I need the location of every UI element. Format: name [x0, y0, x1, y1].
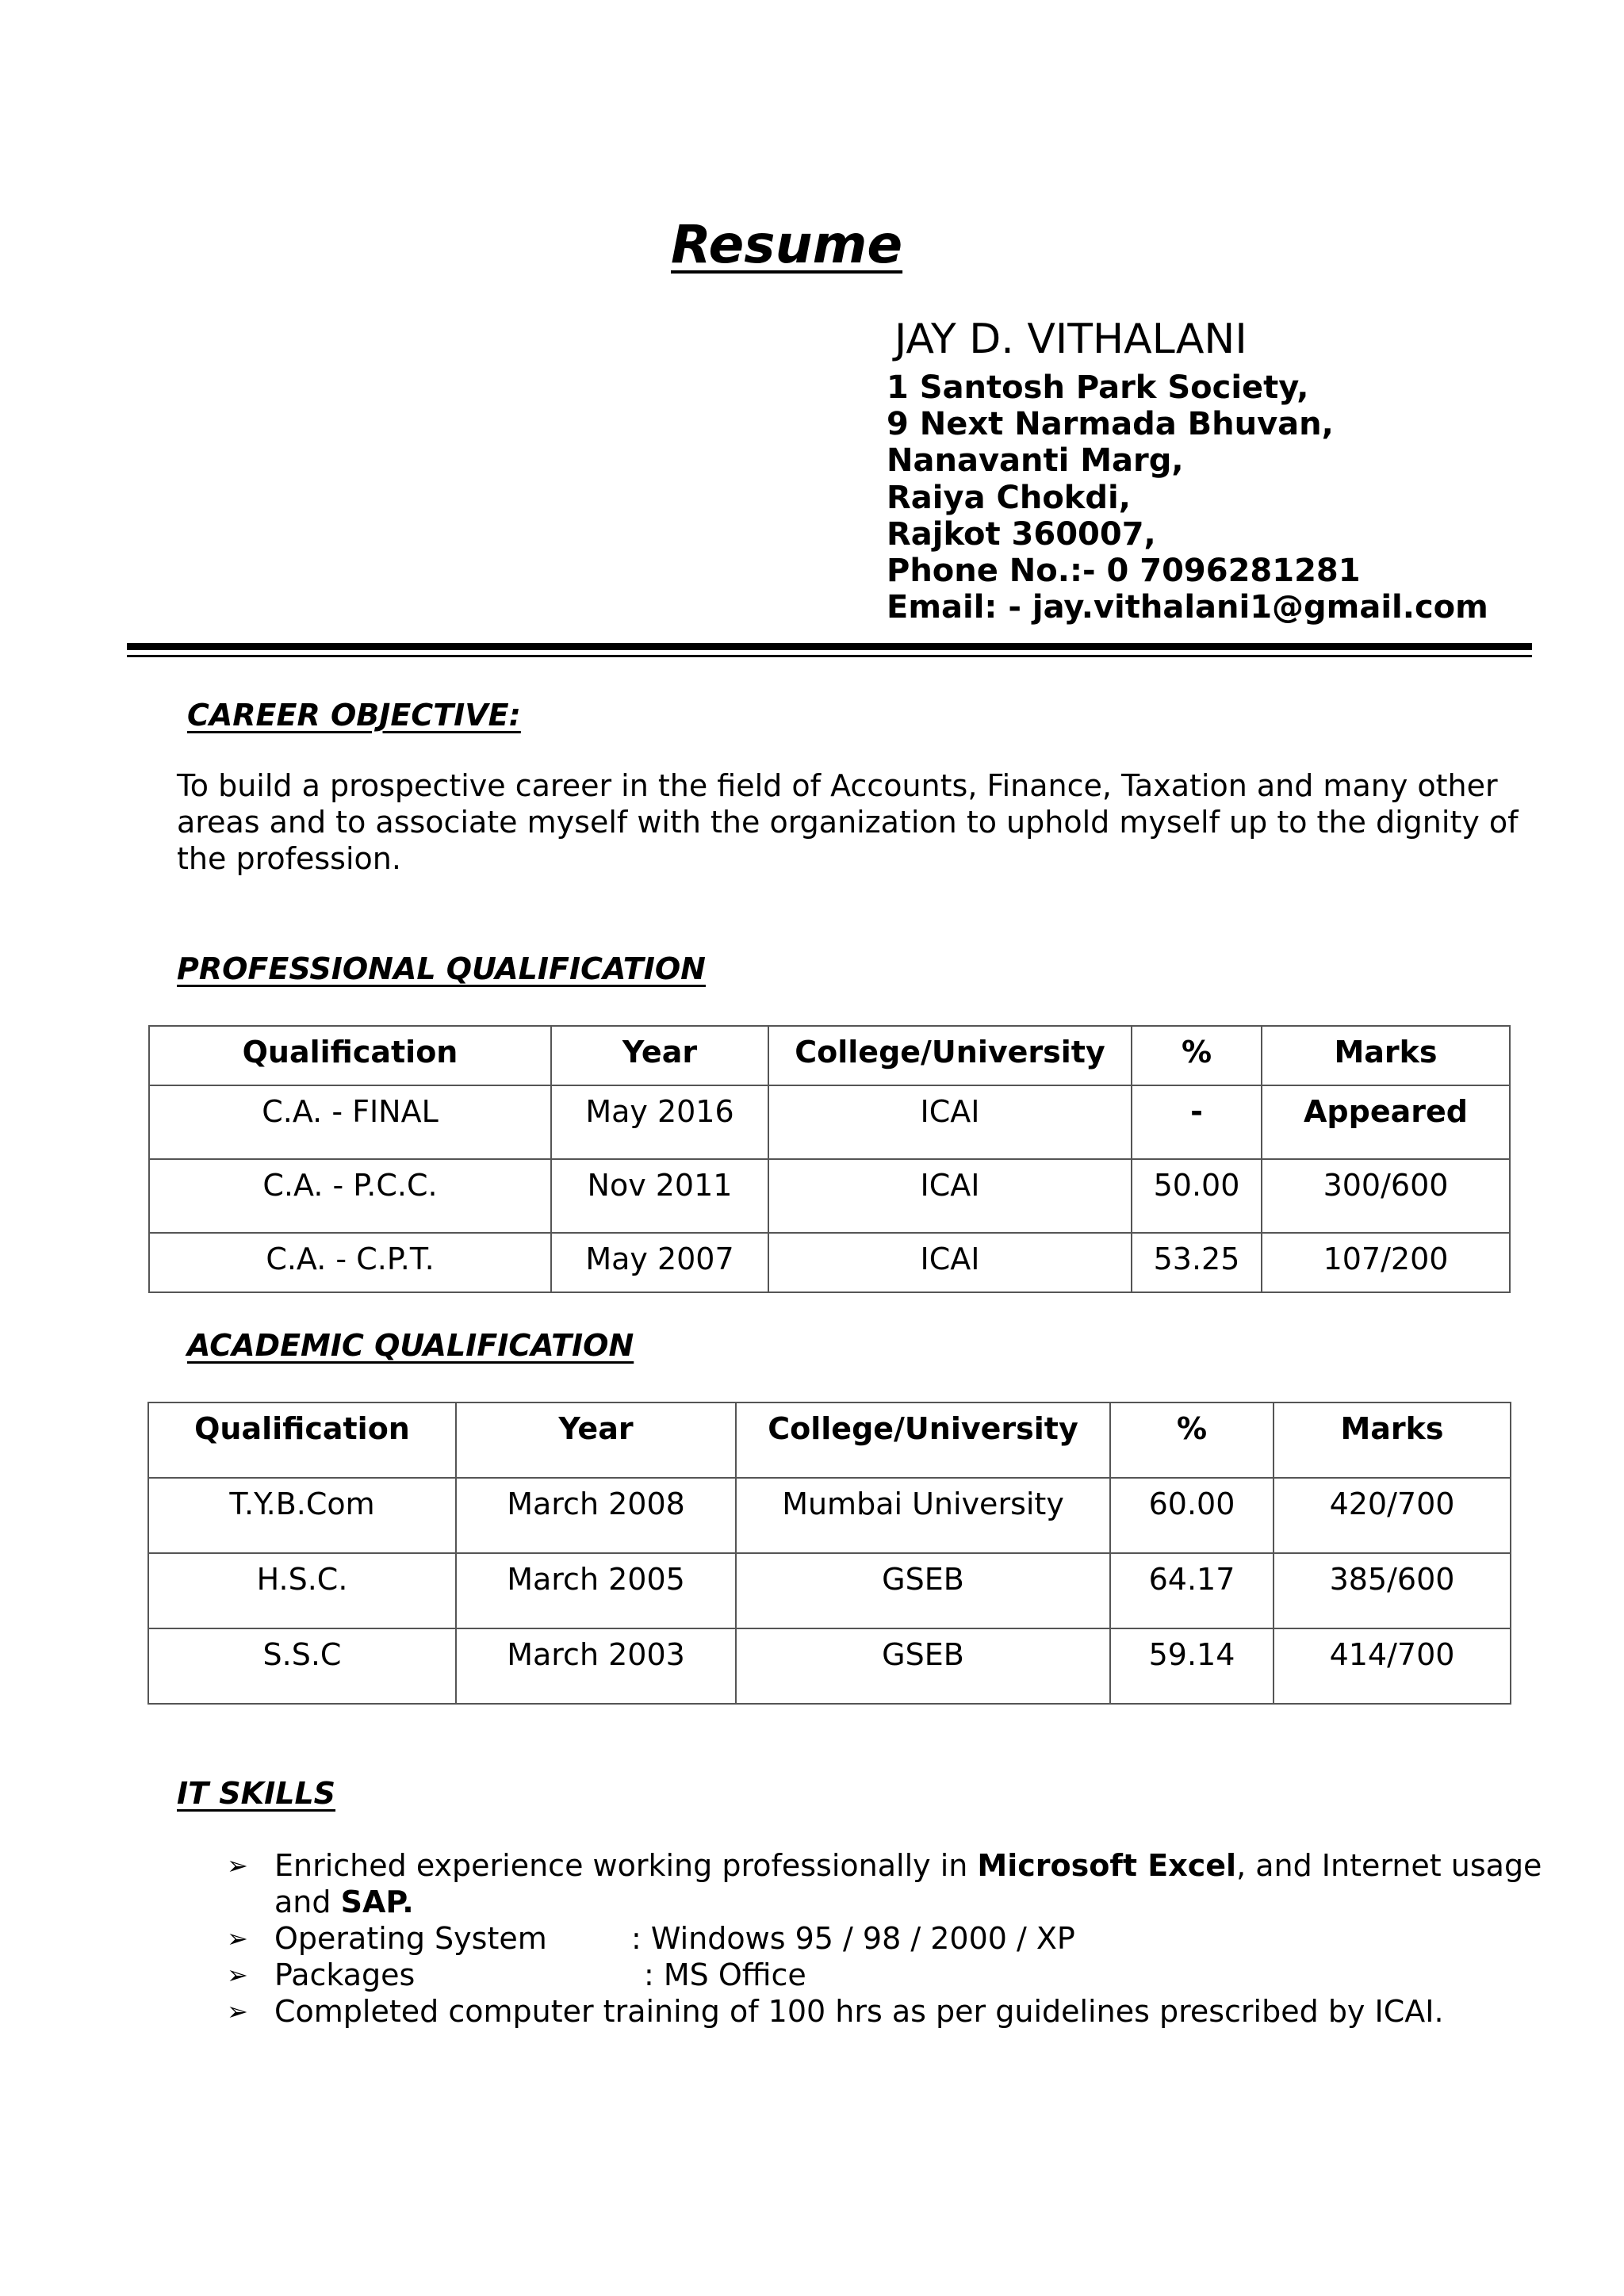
table-row	[149, 1159, 1510, 1233]
table-cell: 107/200	[1262, 1233, 1510, 1292]
column-header: Year	[551, 1026, 768, 1085]
skill-label: Packages	[274, 1957, 416, 1992]
email-line: Email: - jay.vithalani1@gmail.com	[887, 589, 1488, 626]
table-cell: 420/700	[1274, 1478, 1511, 1553]
skill-text: Enriched experience working professionally in	[274, 1848, 978, 1883]
table-cell: S.S.C	[148, 1628, 456, 1704]
header-divider-thin	[127, 655, 1532, 657]
table-cell: May 2007	[551, 1233, 768, 1292]
table-cell: 53.25	[1132, 1233, 1262, 1292]
contact-address	[887, 369, 1488, 626]
table-row	[148, 1553, 1511, 1628]
column-header: College/University	[736, 1402, 1110, 1478]
arrow-bullet-icon: ➢	[227, 1996, 248, 2026]
table-cell: GSEB	[736, 1628, 1110, 1704]
academic-qualification-heading: ACADEMIC QUALIFICATION	[187, 1328, 634, 1363]
header-divider-thick	[127, 643, 1532, 650]
address-line: Raiya Chokdi,	[887, 479, 1131, 516]
list-item	[227, 1920, 1543, 1957]
table-cell: Mumbai University	[736, 1478, 1110, 1553]
table-row	[148, 1628, 1511, 1704]
candidate-name: JAY D. VITHALANI	[894, 316, 1247, 363]
table-cell: C.A. - FINAL	[149, 1085, 551, 1159]
table-cell: March 2005	[456, 1553, 736, 1628]
table-cell: 300/600	[1262, 1159, 1510, 1233]
column-header: %	[1110, 1402, 1274, 1478]
list-item	[227, 1957, 1543, 1993]
table-cell: 64.17	[1110, 1553, 1274, 1628]
column-header: College/University	[768, 1026, 1132, 1085]
skill-value: : Windows 95 / 98 / 2000 / XP	[631, 1921, 1075, 1956]
table-header-row	[148, 1402, 1511, 1478]
table-cell: T.Y.B.Com	[148, 1478, 456, 1553]
career-objective-text: To build a prospective career in the field of Accounts, Finance, Taxation and many other areas and to associate myself with the organization to uphold myself up to the dignity of the profession.	[177, 768, 1519, 876]
professional-qualification-heading: PROFESSIONAL QUALIFICATION	[177, 951, 706, 986]
column-header: %	[1132, 1026, 1262, 1085]
academic-qualification-table	[147, 1402, 1511, 1705]
arrow-bullet-icon: ➢	[227, 1850, 248, 1881]
table-cell: -	[1132, 1085, 1262, 1159]
career-objective-heading: CAREER OBJECTIVE:	[187, 698, 521, 733]
arrow-bullet-icon: ➢	[227, 1960, 248, 1990]
skill-value: : MS Office	[644, 1957, 806, 1992]
table-cell: March 2003	[456, 1628, 736, 1704]
skill-label: Operating System	[274, 1921, 547, 1956]
page-title: Resume	[671, 214, 903, 275]
table-cell: Nov 2011	[551, 1159, 768, 1233]
skill-text: Completed computer training of 100 hrs as per guidelines prescribed by ICAI.	[274, 1994, 1444, 2029]
skill-highlight: Microsoft Excel	[977, 1848, 1237, 1883]
table-row	[149, 1233, 1510, 1292]
list-item	[227, 1993, 1543, 2030]
table-cell: ICAI	[768, 1233, 1132, 1292]
table-cell: March 2008	[456, 1478, 736, 1553]
table-header-row	[149, 1026, 1510, 1085]
it-skills-list	[227, 1847, 1543, 2030]
list-item	[227, 1847, 1543, 1920]
address-line: 1 Santosh Park Society,	[887, 369, 1309, 406]
address-line: 9 Next Narmada Bhuvan,	[887, 406, 1334, 443]
table-cell: C.A. - C.P.T.	[149, 1233, 551, 1292]
phone-line: Phone No.:- 0 7096281281	[887, 553, 1361, 590]
skill-text: , and Internet usage and	[274, 1848, 1542, 1919]
table-cell: ICAI	[768, 1159, 1132, 1233]
skill-highlight: SAP.	[340, 1885, 414, 1919]
table-row	[148, 1478, 1511, 1553]
table-cell: 385/600	[1274, 1553, 1511, 1628]
table-cell: 414/700	[1274, 1628, 1511, 1704]
table-cell: 50.00	[1132, 1159, 1262, 1233]
column-header: Qualification	[149, 1026, 551, 1085]
column-header: Marks	[1262, 1026, 1510, 1085]
it-skills-heading: IT SKILLS	[177, 1776, 336, 1811]
arrow-bullet-icon: ➢	[227, 1923, 248, 1954]
table-cell: C.A. - P.C.C.	[149, 1159, 551, 1233]
address-line: Nanavanti Marg,	[887, 442, 1184, 480]
table-cell: 60.00	[1110, 1478, 1274, 1553]
table-cell: Appeared	[1262, 1085, 1510, 1159]
table-cell: 59.14	[1110, 1628, 1274, 1704]
table-cell: ICAI	[768, 1085, 1132, 1159]
professional-qualification-table	[148, 1025, 1511, 1293]
table-row	[149, 1085, 1510, 1159]
column-header: Marks	[1274, 1402, 1511, 1478]
table-cell: GSEB	[736, 1553, 1110, 1628]
column-header: Year	[456, 1402, 736, 1478]
column-header: Qualification	[148, 1402, 456, 1478]
address-line: Rajkot 360007,	[887, 515, 1156, 553]
table-cell: May 2016	[551, 1085, 768, 1159]
table-cell: H.S.C.	[148, 1553, 456, 1628]
